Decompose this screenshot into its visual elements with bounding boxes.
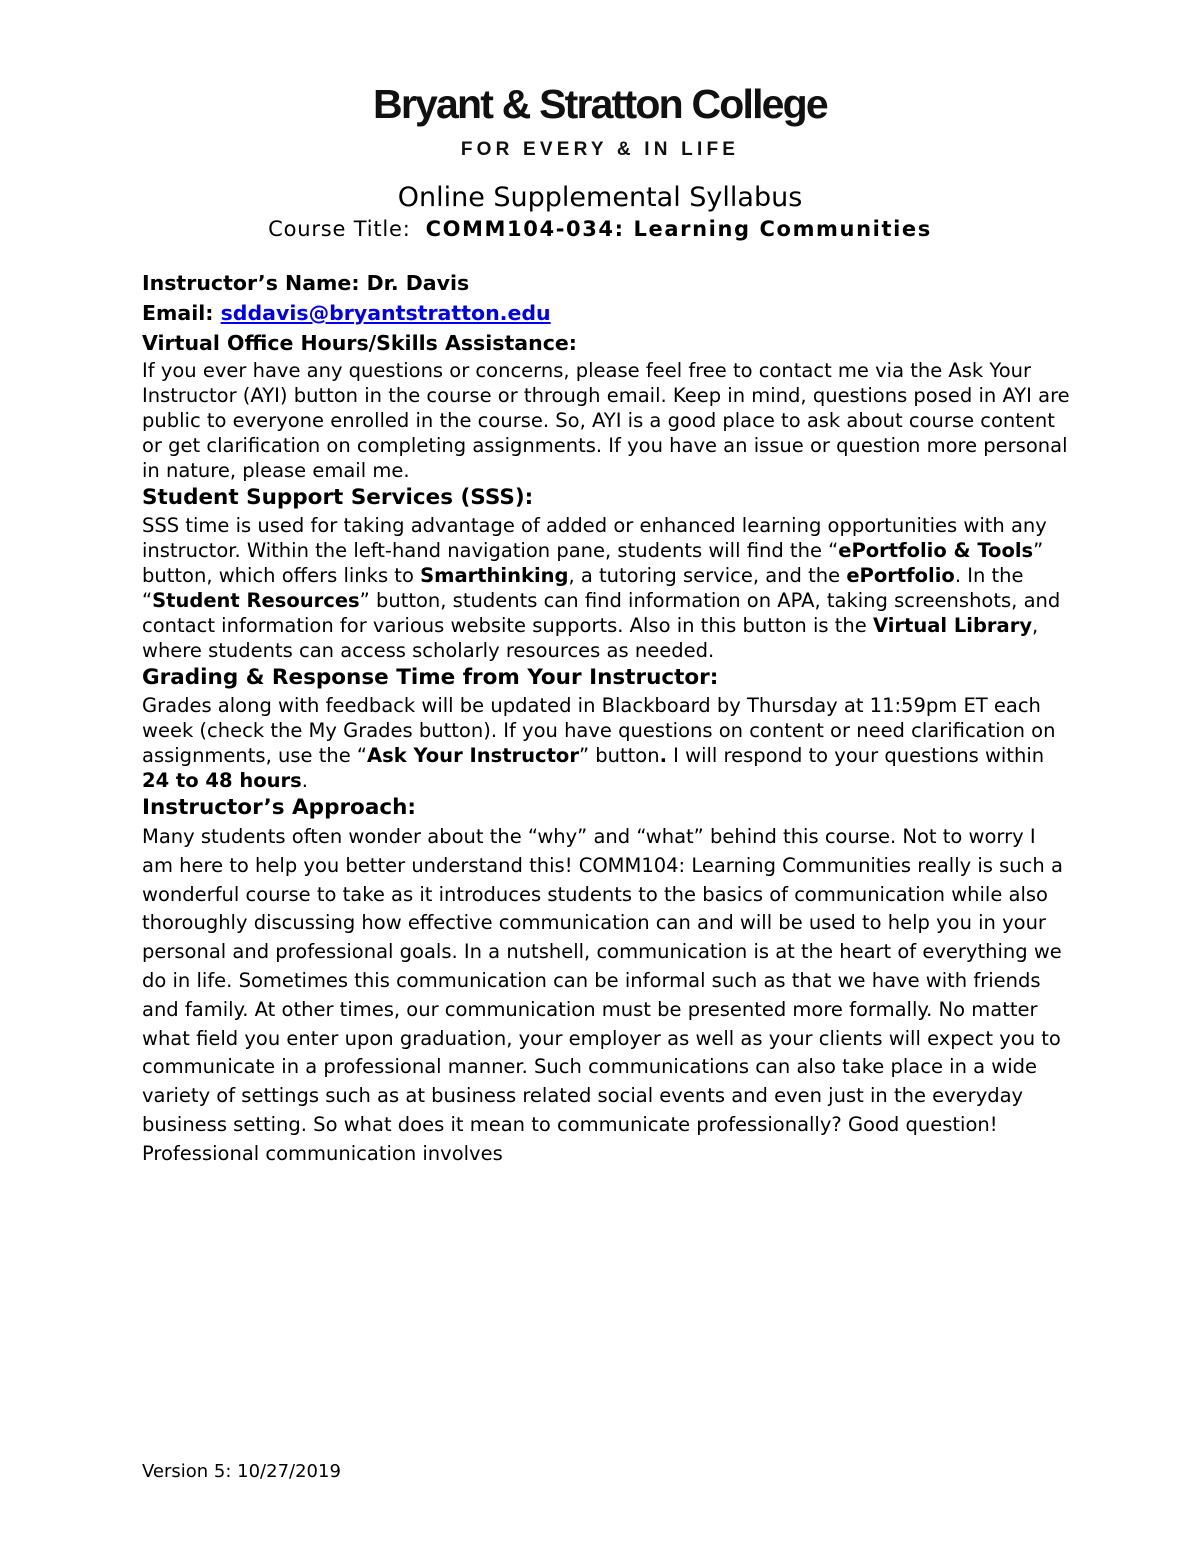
course-title-label: Course Title: — [268, 217, 411, 241]
college-tagline: FOR EVERY & IN LIFE — [460, 139, 740, 160]
grading-text: . — [301, 769, 308, 792]
eportfolio-tools-term: ePortfolio & Tools — [838, 539, 1034, 562]
course-title-value: COMM104-034: Learning Communities — [425, 217, 932, 241]
college-name: Bryant & Stratton College — [373, 81, 827, 127]
version-footer: Version 5: 10/27/2019 — [142, 1461, 341, 1482]
grading-text: I will respond to your questions within — [666, 744, 1045, 767]
response-time-term: 24 to 48 hours — [142, 769, 302, 792]
sss-heading: Student Support Services (SSS): — [142, 485, 534, 510]
sss-body — [142, 513, 1072, 663]
instructor-email-link[interactable]: sddavis@bryantstratton.edu — [220, 301, 551, 325]
document-title: Online Supplemental Syllabus — [397, 182, 803, 213]
college-logo — [0, 82, 1200, 161]
student-resources-term: Student Resources — [152, 589, 360, 612]
grading-text: Grades along with feedback will be updated in Blackboard by Thursday at 11:59pm ET each week (check the My Grades button). If you have questions on content or need clarification on assignments, use the “ — [142, 694, 1056, 767]
approach-body: Many students often wonder about the “why” and “what” behind this course. Not to worry I am here to help you better understand this! COMM104: Learning Communities really is such a wonderful course to take as it introduces students to the basics of communication while also thoroughly discussing how effective communication can and will be used to help you in your personal and professional goals. In a nutshell, communication is at the heart of everything we do in life. Sometimes this communication can be informal such as that we have with friends and family. At other times, our communication must be presented more formally. No matter what field you enter upon graduation, your employer as well as your clients will expect you to communicate in a professional manner. Such communications can also take place in a wide variety of settings such as at business related social events and even just in the everyday business setting. So what does it mean to communicate professionally? Good question! Professional communication involves — [142, 825, 1063, 1165]
instructor-email-line — [142, 298, 1072, 328]
approach-heading: Instructor’s Approach: — [142, 795, 416, 820]
grading-period: . — [659, 744, 667, 767]
office-hours-heading: Virtual Office Hours/Skills Assistance: — [142, 331, 577, 355]
syllabus-content — [142, 268, 1072, 1169]
sss-text: , where students can access scholarly resources as needed. — [142, 614, 1039, 662]
virtual-library-term: Virtual Library — [872, 614, 1033, 637]
sss-text: ” button, students can find information on APA, taking screenshots, and contact information for various website supports. Also in this button is the — [142, 589, 1061, 637]
smarthinking-term: Smarthinking — [420, 564, 569, 587]
sss-text: , a tutoring service, and the — [568, 564, 847, 587]
instructor-name: Instructor’s Name: Dr. Davis — [142, 271, 470, 295]
email-label: Email: — [142, 301, 214, 325]
sss-text: . In the “ — [142, 564, 1024, 612]
ask-your-instructor-term: Ask Your Instructor — [367, 744, 579, 767]
eportfolio-term: ePortfolio — [846, 564, 955, 587]
course-title-line — [0, 215, 1200, 243]
sss-text: ” button, which offers links to — [142, 539, 1044, 587]
grading-body — [142, 693, 1072, 793]
grading-heading: Grading & Response Time from Your Instructor: — [142, 665, 719, 690]
office-hours-body: If you ever have any questions or concerns, please feel free to contact me via the Ask Your Instructor (AYI) button in the course or through email. Keep in mind, questions posed in AYI are public to everyone enrolled in the course. So, AYI is a good place to ask about course content or get clarification on completing assignments. If you have an issue or question more personal in nature, please email me. — [142, 359, 1070, 482]
sss-text: SSS time is used for taking advantage of added or enhanced learning opportunities with any instructor. Within the left-hand navigation pane, students will find the “ — [142, 514, 1047, 562]
grading-text: ” button — [578, 744, 660, 767]
